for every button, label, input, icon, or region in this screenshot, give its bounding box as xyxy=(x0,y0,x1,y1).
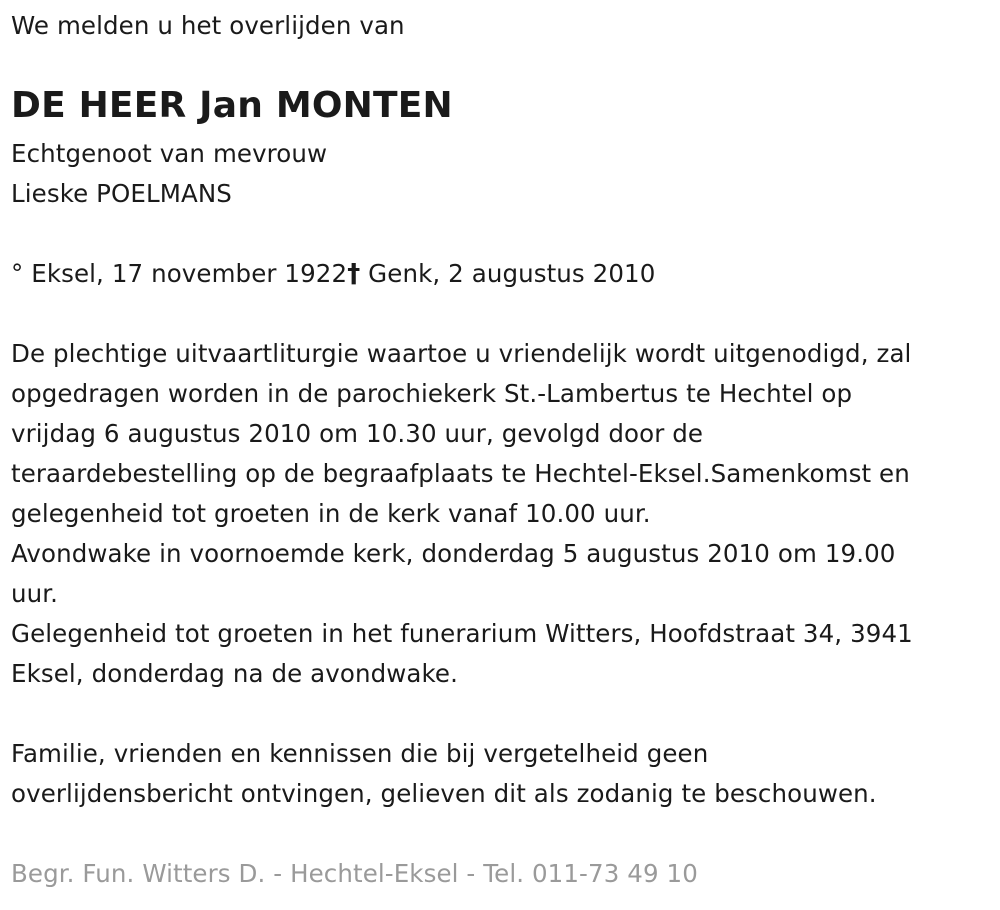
body-line: Gelegenheid tot groeten in het funerarium Witters, Hoofdstraat 34, 3941 xyxy=(11,619,913,648)
spouse-line-2: Lieske POELMANS xyxy=(11,179,232,208)
closing-note xyxy=(11,734,877,814)
body-line: teraardebestelling op de begraafplaats te Hechtel-Eksel.Samenkomst en xyxy=(11,459,910,488)
spouse-line-1: Echtgenoot van mevrouw xyxy=(11,139,328,168)
closing-line: overlijdensbericht ontvingen, gelieven dit als zodanig te beschouwen. xyxy=(11,779,877,808)
body-line: opgedragen worden in de parochiekerk St.-Lambertus te Hechtel op xyxy=(11,379,853,408)
intro-text: We melden u het overlijden van xyxy=(11,11,405,40)
body-line: gelegenheid tot groeten in de kerk vanaf 10.00 uur. xyxy=(11,499,651,528)
body-line: Avondwake in voornoemde kerk, donderdag 5 augustus 2010 om 19.00 xyxy=(11,539,896,568)
body-line: uur. xyxy=(11,579,59,608)
body-line: De plechtige uitvaartliturgie waartoe u vriendelijk wordt uitgenodigd, zal xyxy=(11,339,912,368)
cross-icon: † xyxy=(347,259,361,289)
life-dates xyxy=(11,254,655,294)
funeral-home-footer: Begr. Fun. Witters D. - Hechtel-Eksel - Tel. 011-73 49 10 xyxy=(11,859,698,888)
deceased-name: DE HEER Jan MONTEN xyxy=(11,85,453,126)
body-line: vrijdag 6 augustus 2010 om 10.30 uur, gevolgd door de xyxy=(11,419,704,448)
death-date: Genk, 2 augustus 2010 xyxy=(360,259,656,288)
body-line: Eksel, donderdag na de avondwake. xyxy=(11,659,458,688)
closing-line: Familie, vrienden en kennissen die bij vergetelheid geen xyxy=(11,739,709,768)
spouse-block xyxy=(11,134,327,214)
funeral-details xyxy=(11,334,913,694)
birth-date: ° Eksel, 17 november 1922 xyxy=(11,259,348,288)
